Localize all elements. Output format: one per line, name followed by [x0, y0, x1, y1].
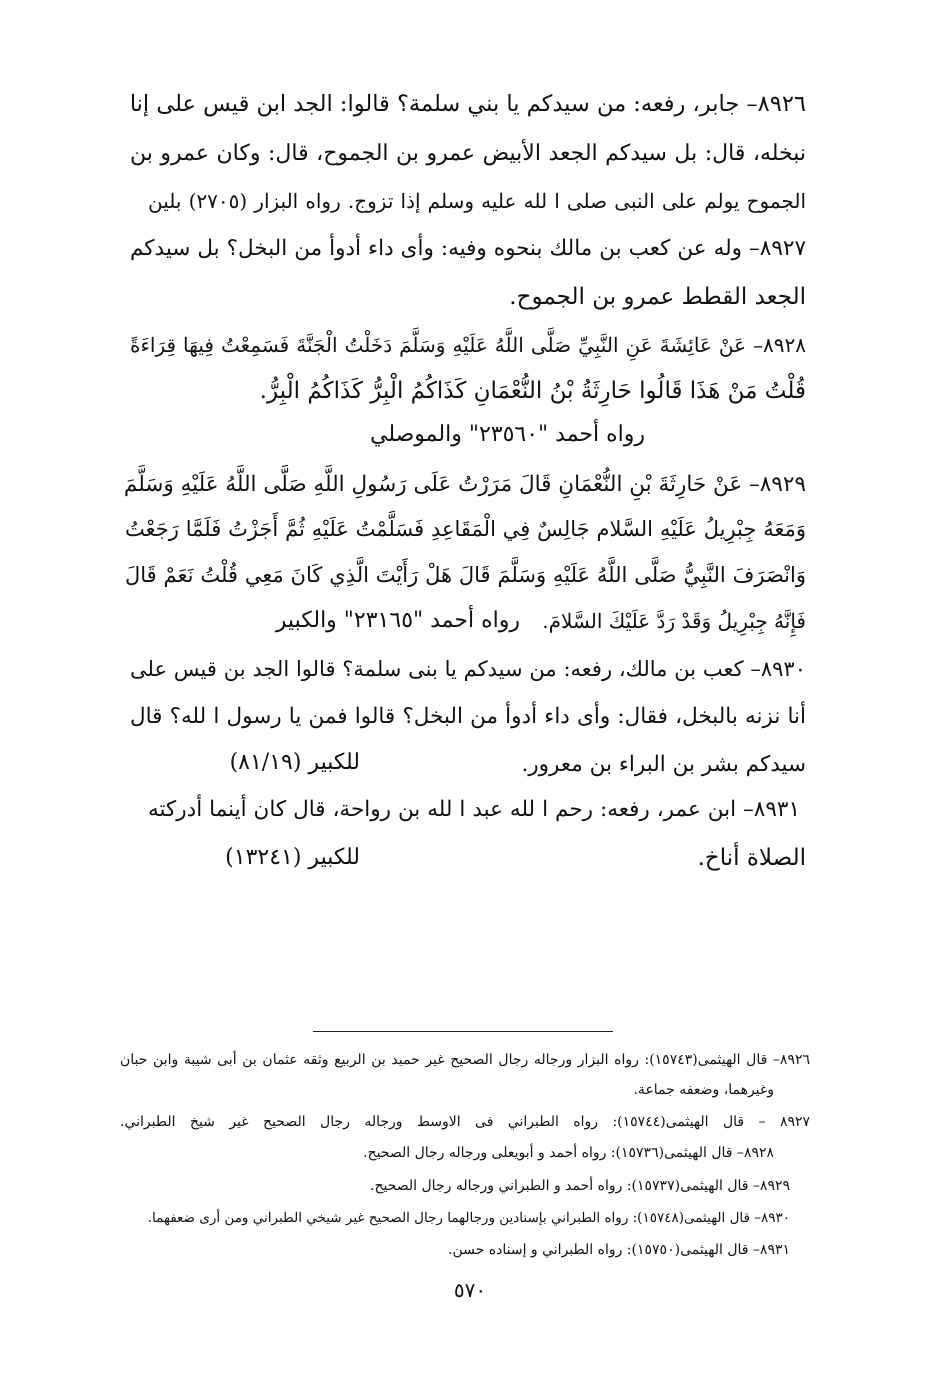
- footnote-8929: ٨٩٢٩– قال الهيثمى(١٥٧٣٧): رواه أحمد و الطبراني ورجاله رجال الصحيح.: [370, 1178, 790, 1194]
- entry-8930-line-2: أنا نزنه بالبخل، فقال: وأى داء أدوأ من البخل؟ قالوا فمن يا رسول ا لله؟ قال: [130, 704, 806, 729]
- entry-8930-line-3: سيدكم بشر بن البراء بن معرور.: [521, 752, 806, 777]
- page-number: ٥٧٠: [453, 1278, 487, 1302]
- entry-8931-line-2: الصلاة أناخ.: [697, 845, 806, 871]
- entry-8928-source: رواه أحمد "٢٣٥٦٠" والموصلي: [370, 422, 646, 447]
- entry-8927-line-2: الجعد القطط عمرو بن الجموح.: [509, 284, 806, 310]
- entry-8931-source: للكبير (١٣٢٤١): [225, 845, 360, 870]
- entry-8930-source: للكبير (٨١/١٩): [229, 750, 360, 775]
- footnote-8926-line-1: ٨٩٢٦– قال الهيثمى(١٥٧٤٣): رواه البزار ورجاله رجال الصحيح غير حميد بن الربيع وثقه عثمان بن أبى شيبة وابن حبان: [120, 1052, 810, 1068]
- entry-8931-line-1: ٨٩٣١– ابن عمر، رفعه: رحم ا لله عبد ا لله بن رواحة، قال كان أينما أدركته: [148, 797, 800, 822]
- footnote-8931: ٨٩٣١– قال الهيثمى(١٥٧٥٠): رواه الطبراني و إسناده حسن.: [448, 1242, 790, 1258]
- footnote-8930: ٨٩٣٠– قال الهيثمى(١٥٧٤٨): رواه الطبراني بإسنادين ورجالهما رجال الصحيح غير شيخي الطبراني ومن أرى ضعفهما.: [147, 1210, 790, 1226]
- entry-8926-line-2: نبخله، قال: بل سيدكم الجعد الأبيض عمرو بن الجموح، قال: وكان عمرو بن: [130, 141, 806, 166]
- entry-8928-line-2: قُلْتُ مَنْ هَذَا قَالُوا حَارِثَةُ بْنُ النُّعْمَانِ كَذَاكُمُ الْبِرُّ كَذَاكُمُ الْبِرُّ.: [259, 378, 806, 404]
- footnote-8927: ٨٩٢٧ – قال الهيثمى(١٥٧٤٤): رواه الطبراني فى الاوسط ورجاله رجال الصحيح غير شيخ الطبراني.: [120, 1114, 811, 1130]
- footnote-8926-line-2: وغيرهما، وضعفه جماعة.: [633, 1082, 774, 1098]
- footnote-divider: [313, 1031, 613, 1032]
- entry-8926-line-1: ٨٩٢٦– جابر، رفعه: من سيدكم يا بني سلمة؟ قالوا: الجد ابن قيس على إنا: [129, 91, 806, 117]
- entry-8929-line-4: فَإِنَّهُ جِبْرِيلُ وَقَدْ رَدَّ عَلَيْكَ السَّلامَ.: [542, 609, 806, 633]
- entry-8926-line-3: الجموح يولم على النبى صلى ا لله عليه وسلم إذا تزوج. رواه البزار (٢٧٠٥) بلين: [148, 189, 806, 213]
- entry-8929-line-2: وَمَعَهُ جِبْرِيلُ عَلَيْهِ السَّلام جَالِسٌ فِي الْمَقَاعِدِ فَسَلَّمْتُ عَلَيْهِ ثُمَّ أَجَزْتُ فَلَمَّا رَجَعْتُ: [125, 517, 806, 541]
- footnote-8928: ٨٩٢٨– قال الهيثمى(١٥٧٣٦): رواه أحمد و أبويعلى ورجاله رجال الصحيح.: [363, 1145, 774, 1161]
- entry-8929-line-1: ٨٩٢٩– عَنْ حَارِثَةَ بْنِ النُّعْمَانِ قَالَ مَرَرْتُ عَلَى رَسُولِ اللَّهِ صَلَّى اللَّهُ عَلَيْهِ وَسَلَّمَ: [123, 472, 806, 497]
- entry-8930-line-1: ٨٩٣٠– كعب بن مالك، رفعه: من سيدكم يا بنى سلمة؟ قالوا الجد بن قيس على: [130, 657, 806, 681]
- entry-8929-source: رواه أحمد "٢٣١٦٥" والكبير: [275, 608, 520, 633]
- entry-8927-line-1: ٨٩٢٧– وله عن كعب بن مالك بنحوه وفيه: وأى داء أدوأ من البخل؟ بل سيدكم: [130, 236, 806, 261]
- entry-8928-line-1: ٨٩٢٨– عَنْ عَائِشَةَ عَنِ النَّبِيِّ صَلَّى اللَّهُ عَلَيْهِ وَسَلَّمَ دَخَلْتُ الْجَنَّةَ فَسَمِعْتُ فِيهَا قِرَاءَةً: [130, 333, 806, 357]
- entry-8929-line-3: وَانْصَرَفَ النَّبِيُّ صَلَّى اللَّهُ عَلَيْهِ وَسَلَّمَ قَالَ هَلْ رَأَيْتَ الَّذِي كَانَ مَعِي قُلْتُ نَعَمْ قَالَ: [125, 563, 806, 587]
